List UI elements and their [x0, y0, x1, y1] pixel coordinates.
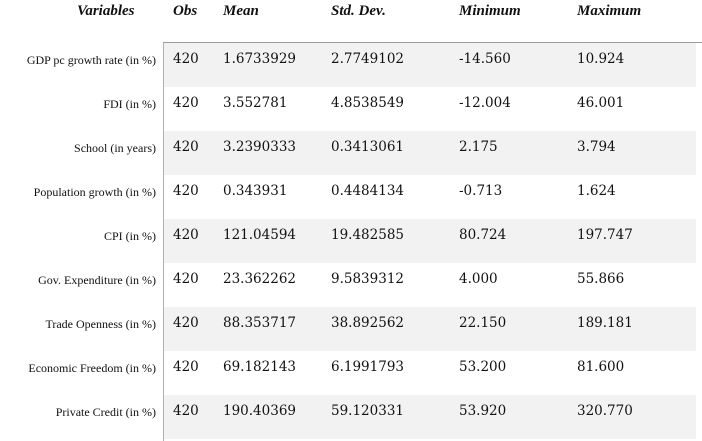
row-variable-label: Population growth (in %)	[33, 185, 156, 199]
table-header-row	[0, 0, 702, 42]
row-variable-label: Gov. Expenditure (in %)	[38, 273, 156, 287]
row-variable-label: Private Credit (in %)	[55, 405, 156, 419]
cell-minimum: 80.724	[459, 227, 507, 243]
cell-minimum: -14.560	[459, 51, 511, 67]
cell-obs: 420	[173, 359, 199, 375]
cell-maximum: 10.924	[577, 51, 625, 67]
row-variable-label: School (in years)	[74, 141, 156, 155]
cell-minimum: 22.150	[459, 315, 507, 331]
cell-obs: 420	[173, 315, 199, 331]
cell-obs: 420	[173, 95, 199, 111]
table-row	[0, 43, 702, 87]
cell-std-dev: 59.120331	[331, 403, 405, 419]
cell-maximum: 1.624	[577, 183, 616, 199]
header-obs: Obs	[173, 3, 198, 19]
cell-mean: 0.343931	[223, 183, 288, 199]
cell-obs: 420	[173, 139, 199, 155]
cell-mean: 23.362262	[223, 271, 297, 287]
cell-obs: 420	[173, 403, 199, 419]
cell-maximum: 55.866	[577, 271, 625, 287]
row-variable-label: Economic Freedom (in %)	[28, 361, 156, 375]
table-row	[0, 263, 702, 307]
cell-mean: 121.04594	[223, 227, 297, 243]
cell-maximum: 3.794	[577, 139, 616, 155]
cell-maximum: 189.181	[577, 315, 633, 331]
row-variable-label: FDI (in %)	[103, 97, 156, 111]
cell-minimum: -12.004	[459, 95, 511, 111]
header-minimum: Minimum	[459, 3, 521, 19]
cell-minimum: 53.200	[459, 359, 507, 375]
table-row	[0, 175, 702, 219]
cell-obs: 420	[173, 227, 199, 243]
cell-mean: 69.182143	[223, 359, 297, 375]
cell-obs: 420	[173, 271, 199, 287]
table-row	[0, 219, 702, 263]
header-mean: Mean	[223, 3, 259, 19]
cell-minimum: 4.000	[459, 271, 498, 287]
header-variables: Variables	[77, 3, 135, 19]
cell-mean: 3.552781	[223, 95, 288, 111]
row-variable-label: CPI (in %)	[104, 229, 156, 243]
cell-minimum: 2.175	[459, 139, 498, 155]
table-row	[0, 131, 702, 175]
table-row	[0, 87, 702, 131]
cell-std-dev: 0.4484134	[331, 183, 405, 199]
cell-mean: 190.40369	[223, 403, 297, 419]
cell-maximum: 197.747	[577, 227, 633, 243]
cell-maximum: 320.770	[577, 403, 633, 419]
table-row	[0, 395, 702, 439]
cell-mean: 3.2390333	[223, 139, 297, 155]
cell-mean: 88.353717	[223, 315, 297, 331]
table-row	[0, 307, 702, 351]
header-maximum: Maximum	[577, 3, 642, 19]
cell-std-dev: 19.482585	[331, 227, 405, 243]
cell-std-dev: 0.3413061	[331, 139, 405, 155]
cell-std-dev: 38.892562	[331, 315, 405, 331]
cell-maximum: 81.600	[577, 359, 625, 375]
cell-std-dev: 9.5839312	[331, 271, 405, 287]
table-row	[0, 351, 702, 395]
cell-std-dev: 6.1991793	[331, 359, 405, 375]
cell-obs: 420	[173, 51, 199, 67]
cell-minimum: 53.920	[459, 403, 507, 419]
cell-maximum: 46.001	[577, 95, 625, 111]
cell-std-dev: 2.7749102	[331, 51, 405, 67]
cell-std-dev: 4.8538549	[331, 95, 405, 111]
cell-minimum: -0.713	[459, 183, 503, 199]
cell-obs: 420	[173, 183, 199, 199]
header-std-dev: Std. Dev.	[331, 3, 386, 19]
cell-mean: 1.6733929	[223, 51, 297, 67]
row-variable-label: GDP pc growth rate (in %)	[26, 53, 156, 67]
row-variable-label: Trade Openness (in %)	[45, 317, 156, 331]
